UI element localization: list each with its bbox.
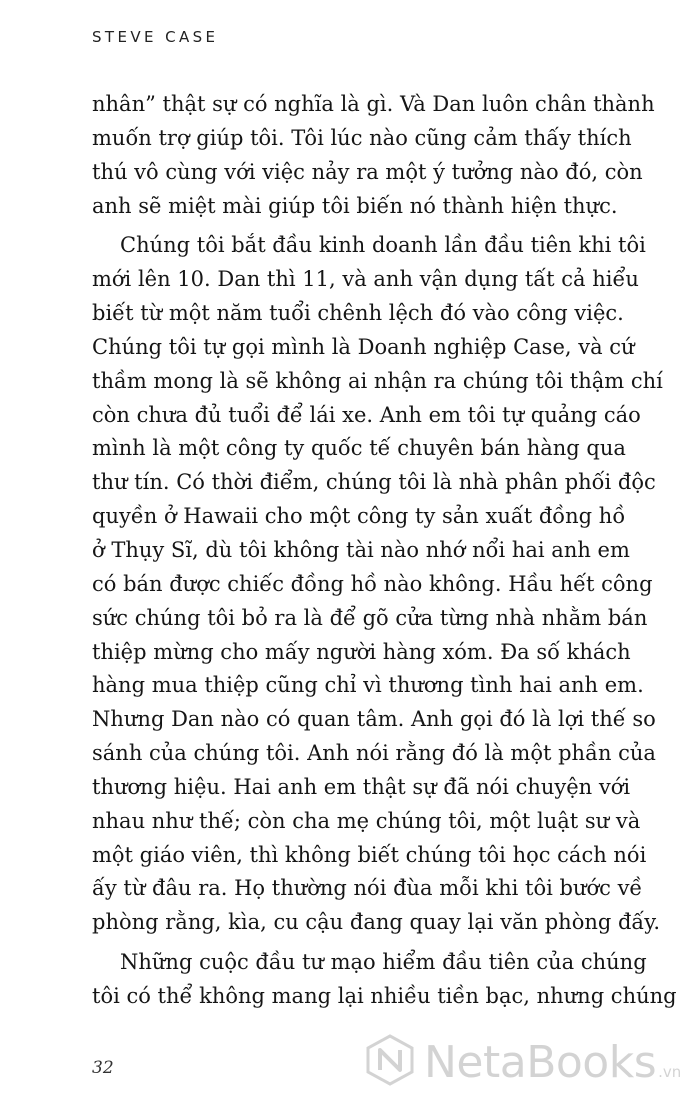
text-line: muốn trợ giúp tôi. Tôi lúc nào cũng cảm thấy thích — [92, 125, 632, 150]
text-line: quyền ở Hawaii cho một công ty sản xuất đồng hồ — [92, 504, 626, 529]
text-line: tôi có thể không mang lại nhiều tiền bạc, nhưng chúng — [92, 983, 677, 1008]
page-number: 32 — [92, 1058, 114, 1078]
text-line: ở Thụy Sĩ, dù tôi không tài nào nhớ nổi hai anh em — [92, 537, 630, 562]
text-line: sức chúng tôi bỏ ra là để gõ cửa từng nhà nhằm bán — [92, 605, 648, 630]
text-line: hàng mua thiệp cũng chỉ vì thương tình hai anh em. — [92, 673, 644, 698]
text-line: sánh của chúng tôi. Anh nói rằng đó là một phần của — [92, 741, 656, 766]
text-line: ấy từ đâu ra. Họ thường nói đùa mỗi khi tôi bước về — [92, 876, 643, 901]
watermark-brand-text: NetaBooks — [424, 1037, 657, 1088]
watermark — [364, 1034, 681, 1091]
text-line: Nhưng Dan nào có quan tâm. Anh gọi đó là lợi thế so — [92, 707, 656, 732]
text-line: nhau như thế; còn cha mẹ chúng tôi, một luật sư và — [92, 808, 641, 833]
text-line: nhân” thật sự có nghĩa là gì. Và Dan luôn chân thành — [92, 92, 655, 116]
text-line: thiệp mừng cho mấy người hàng xóm. Đa số khách — [92, 639, 631, 664]
text-line: Những cuộc đầu tư mạo hiểm đầu tiên của chúng — [120, 950, 647, 975]
text-line: thầm mong là sẽ không ai nhận ra chúng tôi thậm chí — [92, 368, 663, 393]
text-line: mình là một công ty quốc tế chuyên bán hàng qua — [92, 436, 626, 461]
text-line: Chúng tôi bắt đầu kinh doanh lần đầu tiên khi tôi — [120, 233, 646, 258]
text-line: còn chưa đủ tuổi để lái xe. Anh em tôi tự quảng cáo — [92, 402, 641, 427]
text-line: thương hiệu. Hai anh em thật sự đã nói chuyện với — [92, 774, 631, 799]
text-line: mới lên 10. Dan thì 11, và anh vận dụng tất cả hiểu — [92, 267, 639, 292]
text-line: một giáo viên, thì không biết chúng tôi học cách nói — [92, 842, 647, 867]
text-line: thư tín. Có thời điểm, chúng tôi là nhà phân phối độc — [92, 470, 656, 495]
body-text — [92, 88, 677, 1014]
text-line: thú vô cùng với việc nảy ra một ý tưởng nào đó, còn — [92, 159, 643, 184]
text-line: anh sẽ miệt mài giúp tôi biến nó thành hiện thực. — [92, 193, 618, 218]
text-line: Chúng tôi tự gọi mình là Doanh nghiệp Case, và cứ — [92, 334, 635, 359]
watermark-domain-suffix: .vn — [658, 1062, 682, 1081]
text-line: phòng rằng, kìa, cu cậu đang quay lại văn phòng đấy. — [92, 910, 661, 935]
netabooks-n-logo-icon — [364, 1034, 416, 1091]
text-line: có bán được chiếc đồng hồ nào không. Hầu hết công — [92, 571, 653, 596]
text-line: biết từ một năm tuổi chênh lệch đó vào công việc. — [92, 301, 624, 326]
running-header: STEVE CASE — [92, 28, 219, 46]
